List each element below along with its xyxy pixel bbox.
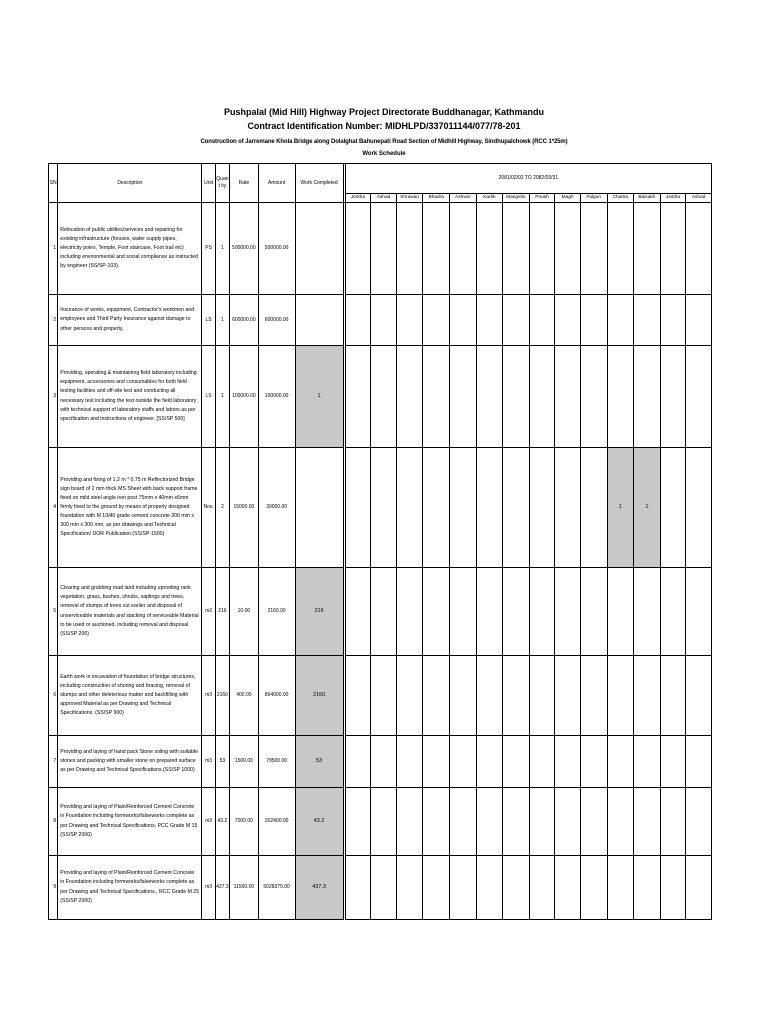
row-description: Providing and fixing of 1.2 m * 0.75 m Reflectorized Bridge sign board of 2 mm thick MS Sheet with back support frame fixed on mild steel angle iron post 75mm x 40mm x6mm firmly fixed to the ground by means of properly designed foundation with M 10/40 grade cement concrete 300 mm x 300 mm x 300 mm, as per drawings and Technical Specification/ DOR Publication.(SS/SP-1500) [58, 448, 202, 568]
month-cell [449, 203, 476, 295]
month-cell [396, 568, 423, 656]
month-cell [449, 736, 476, 788]
row-description: Earth work in excavation of foundation of bridge structures, including construction of shoring and bracing, removal of stumps and other deleterious matter and backfilling with approved Material as per Drawing and Technical Specifications. (SS/SP 900) [58, 656, 202, 736]
month-cell [555, 346, 581, 448]
month-cell [371, 203, 397, 295]
month-cell: 1 [634, 448, 661, 568]
row-quantity: 216 [215, 568, 229, 656]
month-cell [396, 788, 423, 856]
month-cell [580, 203, 607, 295]
row-description: Insurance of works, equipment, Contractor's workmen and employees and Third Party Insurance against damage to other persons and property. [58, 295, 202, 346]
month-cell [476, 856, 503, 920]
month-cell [503, 346, 530, 448]
month-cell [476, 656, 503, 736]
month-cell [686, 656, 712, 736]
month-cell [345, 568, 371, 656]
month-cell [449, 656, 476, 736]
month-cell [555, 736, 581, 788]
month-cell [449, 568, 476, 656]
row-description: Providing, operating & maintaining field laboratory including equipment, accessories and consumables for both field testing facilities and off-site test and conducting all necessary test including the test outside the field laboratory with technical support of laboratory staffs and labors as per specification and instructions of engineer. [SS/SP 500] [58, 346, 202, 448]
row-rate: 15000.00 [230, 448, 259, 568]
row-quantity: 53 [215, 736, 229, 788]
month-cell [423, 656, 450, 736]
month-cell [607, 295, 634, 346]
row-rate: 1500.00 [230, 736, 259, 788]
month-cell [607, 346, 634, 448]
row-amount: 5028375.00 [258, 856, 295, 920]
month-cell [476, 295, 503, 346]
month-cell [660, 448, 686, 568]
month-cell [529, 788, 555, 856]
month-cell [503, 788, 530, 856]
row-work-completed: 437.3 [295, 856, 343, 920]
row-quantity: 1 [215, 295, 229, 346]
row-quantity: 2160 [215, 656, 229, 736]
row-sn: 6 [49, 656, 58, 736]
month-cell [580, 346, 607, 448]
month-cell [686, 736, 712, 788]
month-cell [686, 448, 712, 568]
month-cell [449, 856, 476, 920]
row-rate: 10.00 [230, 568, 259, 656]
row-rate: 7000.00 [230, 788, 259, 856]
month-cell [503, 736, 530, 788]
row-amount: 302400.00 [258, 788, 295, 856]
row-work-completed: 1 [295, 346, 343, 448]
month-header: Chaitra [607, 194, 634, 203]
month-header: Ashwin [449, 194, 476, 203]
month-cell [345, 856, 371, 920]
month-cell [607, 856, 634, 920]
row-sn: 3 [49, 346, 58, 448]
month-header: Jestha [660, 194, 686, 203]
month-cell [423, 736, 450, 788]
row-unit: LS [202, 346, 215, 448]
row-work-completed: 53 [295, 736, 343, 788]
month-cell [634, 295, 661, 346]
row-work-completed: 216 [295, 568, 343, 656]
month-cell [476, 203, 503, 295]
row-description: Clearing and grubbing road land including uprooting rank vegetation, grass, bushes, shrubs, saplings and trees, removal of stumps of trees cut earlier and disposal of unserviceable materials and stacking of serviceable Material to be used or auctioned, including removal and disposal (SS/SP 200) [58, 568, 202, 656]
col-header-amount: Amount [258, 164, 295, 203]
month-cell [634, 856, 661, 920]
month-cell [555, 656, 581, 736]
month-header: Falgun [580, 194, 607, 203]
month-cell [529, 856, 555, 920]
month-cell [686, 856, 712, 920]
row-amount: 30000.00 [258, 448, 295, 568]
col-header-work-completed: Work Completed [295, 164, 343, 203]
document-title: Pushpalal (Mid Hill) Highway Project Directorate Buddhanagar, Kathmandu [223, 107, 545, 117]
month-cell [607, 656, 634, 736]
row-description: Providing and laying of Plain/Reinforced Cement Concrete in Foundation including formworks/falseworks complete as per Drawing and Technical Specifications, PCC Grade M 15 (SS/SP 2000) [58, 788, 202, 856]
month-cell [345, 346, 371, 448]
month-cell [660, 295, 686, 346]
month-cell [503, 448, 530, 568]
row-rate: 600000.00 [230, 295, 259, 346]
table-row [49, 656, 712, 736]
month-header: Poush [529, 194, 555, 203]
month-cell [634, 568, 661, 656]
col-header-rate: Rate [230, 164, 259, 203]
table-row [49, 788, 712, 856]
month-cell [634, 346, 661, 448]
month-cell [686, 346, 712, 448]
month-cell [607, 203, 634, 295]
month-cell [396, 856, 423, 920]
table-row [49, 856, 712, 920]
month-cell [396, 346, 423, 448]
row-sn: 2 [49, 295, 58, 346]
month-cell [371, 788, 397, 856]
month-cell [371, 656, 397, 736]
table-row [49, 346, 712, 448]
col-header-sn: SN [49, 164, 58, 203]
month-cell [686, 568, 712, 656]
month-cell [686, 295, 712, 346]
month-header: Bhadra [423, 194, 450, 203]
month-cell [423, 568, 450, 656]
table-row [49, 568, 712, 656]
row-work-completed: 2160 [295, 656, 343, 736]
row-description: Providing and laying of Plain/Reinforced Cement Concrete in Foundation including formworks/falseworks complete as per Drawing and Technical Specifications., RCC Grade M 25 (SS/SP 2000) [58, 856, 202, 920]
row-work-completed [295, 295, 343, 346]
month-header: Ashad [371, 194, 397, 203]
month-cell [423, 295, 450, 346]
month-cell [555, 448, 581, 568]
month-cell [660, 736, 686, 788]
month-cell [580, 856, 607, 920]
month-cell [423, 448, 450, 568]
row-unit: m3 [202, 656, 215, 736]
month-header: Kartik [476, 194, 503, 203]
month-cell [555, 856, 581, 920]
row-unit: m3 [202, 856, 215, 920]
month-cell [396, 736, 423, 788]
month-cell [580, 788, 607, 856]
row-quantity: 1 [215, 346, 229, 448]
month-cell [345, 656, 371, 736]
row-amount: 500000.00 [258, 203, 295, 295]
month-cell [449, 788, 476, 856]
month-cell [580, 568, 607, 656]
month-cell [529, 295, 555, 346]
month-cell [555, 568, 581, 656]
month-cell [371, 736, 397, 788]
row-description: Relocation of public utilities/services and repairing for existing infrastructure (houses, water supply pipes, electricity poles, Temple, Foot staircase, Foot trail etc) including environmental and social compliance as instructed by engineer (SS/SP-103). [58, 203, 202, 295]
month-cell [529, 736, 555, 788]
month-cell [476, 448, 503, 568]
row-sn: 8 [49, 788, 58, 856]
row-rate: 400.00 [230, 656, 259, 736]
month-cell [345, 788, 371, 856]
row-sn: 4 [49, 448, 58, 568]
month-header: Jestha [345, 194, 371, 203]
month-cell [529, 203, 555, 295]
month-cell [423, 203, 450, 295]
month-header: Shrawan [396, 194, 423, 203]
row-rate: 11500.00 [230, 856, 259, 920]
month-cell [371, 295, 397, 346]
table-row [49, 203, 712, 295]
month-cell [396, 203, 423, 295]
row-description: Providing and laying of hand pack Stone soling with suitable stones and packing with smaller stone on prepared surface as per Drawing and Technical Specifications.(SS/SP 1000) [58, 736, 202, 788]
month-cell [371, 346, 397, 448]
month-cell [371, 568, 397, 656]
row-unit: m3 [202, 788, 215, 856]
month-cell [634, 788, 661, 856]
month-cell [503, 856, 530, 920]
row-amount: 79500.00 [258, 736, 295, 788]
month-header: Ashad [686, 194, 712, 203]
row-sn: 1 [49, 203, 58, 295]
row-unit: LS [202, 295, 215, 346]
month-cell [634, 656, 661, 736]
row-amount: 2160.00 [258, 568, 295, 656]
row-rate: 100000.00 [230, 346, 259, 448]
month-header: Mangshir [503, 194, 530, 203]
month-cell [686, 203, 712, 295]
month-cell [634, 203, 661, 295]
month-cell [660, 203, 686, 295]
table-row [49, 736, 712, 788]
row-work-completed: 43.2 [295, 788, 343, 856]
month-cell [607, 788, 634, 856]
row-amount: 864000.00 [258, 656, 295, 736]
month-cell: 1 [607, 448, 634, 568]
table-row [49, 295, 712, 346]
table-row [49, 448, 712, 568]
month-cell [396, 295, 423, 346]
month-cell [371, 448, 397, 568]
row-quantity: 437.3 [215, 856, 229, 920]
row-unit: Nos. [202, 448, 215, 568]
month-cell [423, 346, 450, 448]
month-cell [580, 736, 607, 788]
contract-number: Contract Identification Number: MIDHLPD/337011144/077/78-201 [247, 121, 521, 131]
row-rate: 500000.00 [230, 203, 259, 295]
month-cell [580, 656, 607, 736]
month-cell [660, 656, 686, 736]
row-sn: 5 [49, 568, 58, 656]
month-cell [423, 856, 450, 920]
month-cell [555, 788, 581, 856]
month-cell [580, 295, 607, 346]
row-unit: PS [202, 203, 215, 295]
month-cell [660, 856, 686, 920]
month-cell [660, 568, 686, 656]
month-cell [580, 448, 607, 568]
month-header: Magh [555, 194, 581, 203]
month-cell [529, 656, 555, 736]
row-unit: m3 [202, 736, 215, 788]
row-work-completed [295, 203, 343, 295]
row-sn: 9 [49, 856, 58, 920]
row-sn: 7 [49, 736, 58, 788]
month-cell [423, 788, 450, 856]
month-cell [396, 448, 423, 568]
month-cell [607, 568, 634, 656]
month-cell [449, 448, 476, 568]
month-cell [686, 788, 712, 856]
month-cell [555, 203, 581, 295]
month-header: Baisakh [634, 194, 661, 203]
schedule-subtitle: Work Schedule [362, 151, 406, 157]
month-cell [503, 656, 530, 736]
row-quantity: 1 [215, 203, 229, 295]
row-work-completed [295, 448, 343, 568]
month-cell [634, 736, 661, 788]
month-cell [449, 295, 476, 346]
month-cell [476, 788, 503, 856]
month-cell [345, 295, 371, 346]
month-cell [607, 736, 634, 788]
month-cell [660, 346, 686, 448]
month-cell [503, 203, 530, 295]
month-cell [529, 448, 555, 568]
month-cell [345, 736, 371, 788]
month-cell [449, 346, 476, 448]
month-cell [529, 346, 555, 448]
month-cell [476, 346, 503, 448]
month-cell [396, 656, 423, 736]
month-cell [345, 448, 371, 568]
month-cell [660, 788, 686, 856]
month-cell [345, 203, 371, 295]
month-cell [476, 568, 503, 656]
month-cell [555, 295, 581, 346]
month-cell [503, 568, 530, 656]
row-quantity: 2 [215, 448, 229, 568]
row-amount: 100000.00 [258, 346, 295, 448]
col-header-period: 2081/02/02 TO 2082/03/31 [345, 164, 711, 194]
month-cell [476, 736, 503, 788]
month-cell [529, 568, 555, 656]
col-header-unit: Unit [202, 164, 215, 203]
row-amount: 600000.00 [258, 295, 295, 346]
month-cell [371, 856, 397, 920]
construction-description: Construction of Jarremane Khola Bridge along Dolalghat Bahunepati Road Section of Midhill Highway, Sindhupalchowk (RCC 1*25m) [200, 139, 568, 145]
row-quantity: 43.2 [215, 788, 229, 856]
month-cell [503, 295, 530, 346]
work-schedule-table [48, 163, 712, 920]
col-header-quantity: Quant ity [215, 164, 229, 203]
col-header-description: Description [58, 164, 202, 203]
row-unit: m2 [202, 568, 215, 656]
